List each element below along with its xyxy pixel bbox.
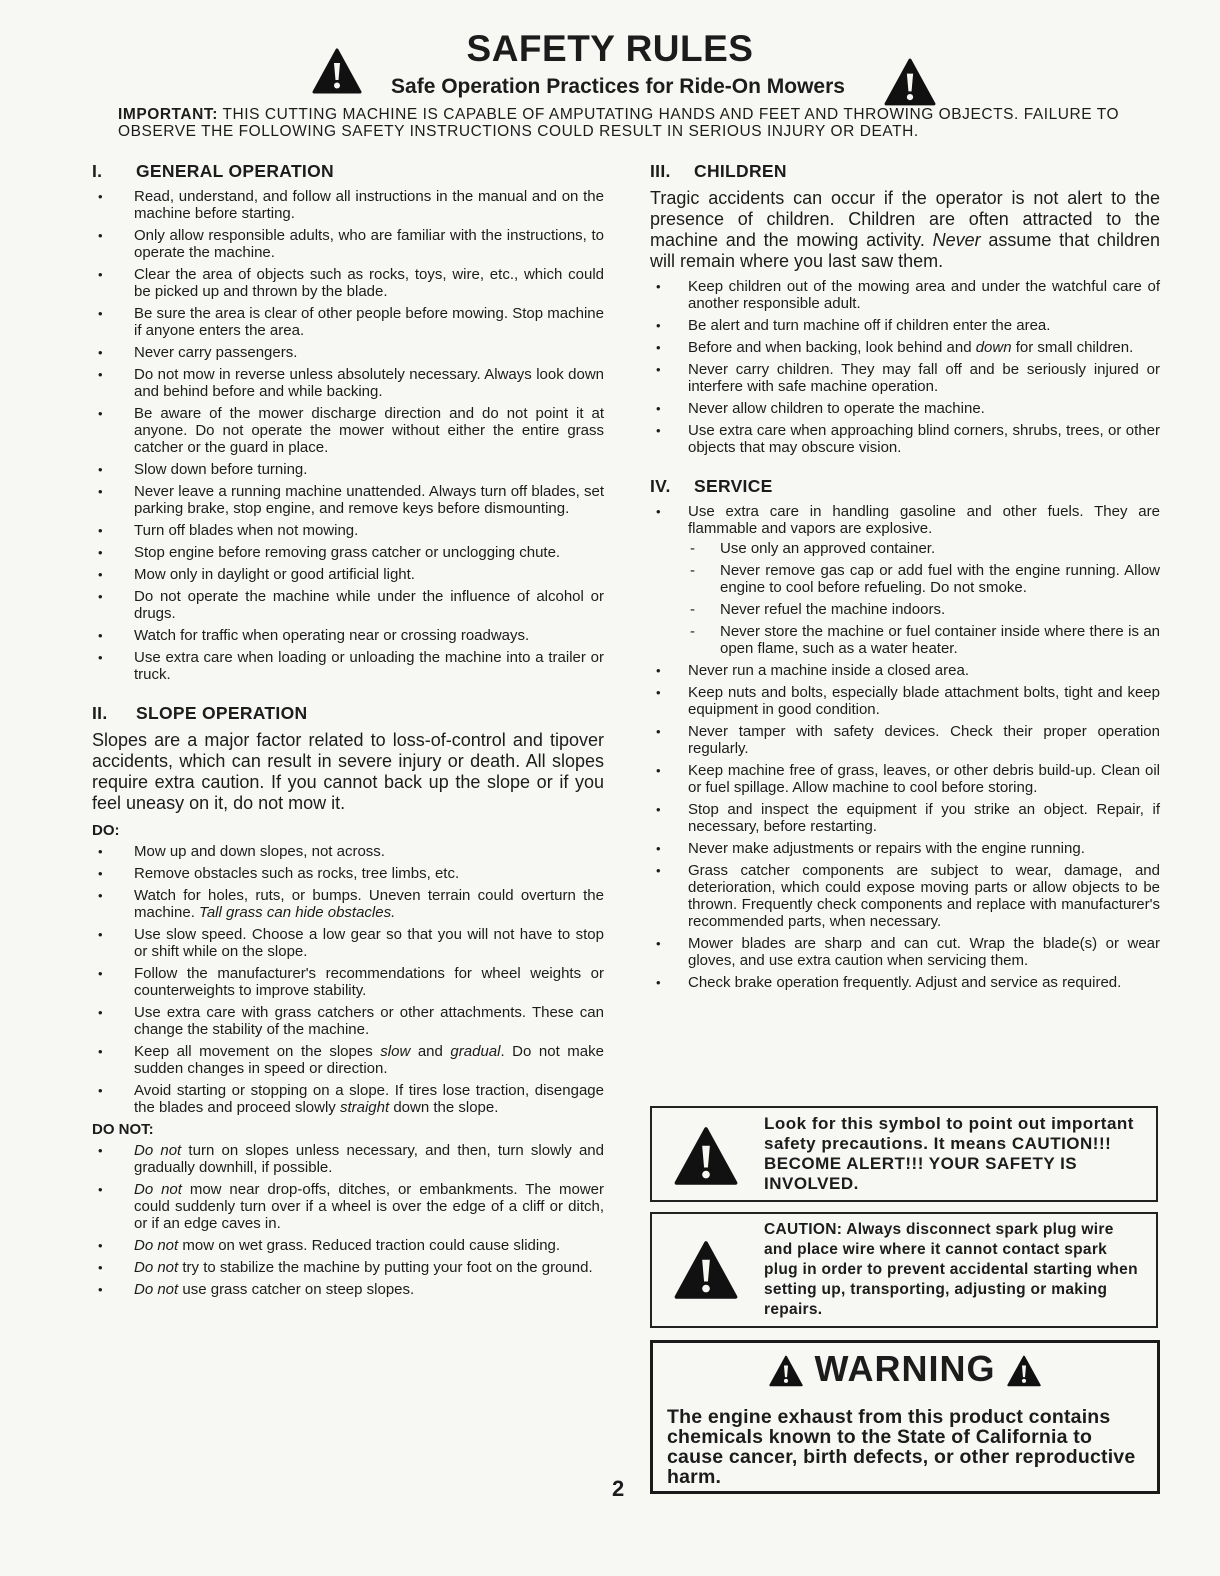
list-item: • Keep all movement on the slopes slow and gradual. Do not make sudden changes in speed or direction. [92,1043,604,1077]
list-item: • Turn off blades when not mowing. [92,522,604,539]
service-rules-list [650,503,1160,991]
list-item: • Never allow children to operate the machine. [650,400,1160,417]
do-not-heading: DO NOT: [92,1121,154,1138]
page-subtitle: Safe Operation Practices for Ride-On Mowers [391,75,845,98]
warning-triangle-icon [884,58,936,106]
left-column [92,160,604,1303]
list-item: • Watch for traffic when operating near or crossing roadways. [92,627,604,644]
page-number: 2 [612,1476,625,1501]
list-item: • Clear the area of objects such as rocks, toys, wire, etc., which could be picked up and thrown by the blade. [92,266,604,300]
warning-triangle-icon [769,1355,803,1387]
list-item: • Never tamper with safety devices. Check their proper operation regularly. [650,723,1160,757]
caution-text: CAUTION: Always disconnect spark plug wire and place wire where it cannot contact spark plug in order to prevent accidental starting when setting up, transporting, adjusting or making repairs. [764,1221,1138,1318]
list-item: • Watch for holes, ruts, or bumps. Uneven terrain could overturn the machine. Tall grass can hide obstacles. [92,887,604,921]
list-item: • Only allow responsible adults, who are familiar with the instructions, to operate the machine. [92,227,604,261]
section-general-heading: I. GENERAL OPERATION [92,161,334,181]
warning-title: WARNING [653,1351,1157,1387]
slope-intro: Slopes are a major factor related to loss-of-control and tipover accidents, which can result in severe injury or death. All slopes require extra caution. If you cannot back up the slope or if you feel uneasy on it, do not mow it. [92,730,604,813]
list-item: - Never refuel the machine indoors. [688,601,1160,618]
list-item: • Keep nuts and bolts, especially blade attachment bolts, tight and keep equipment in good condition. [650,684,1160,718]
list-item: • Be alert and turn machine off if children enter the area. [650,317,1160,334]
list-item: • Keep machine free of grass, leaves, or other debris build-up. Clean oil or fuel spillage. Allow machine to cool before storing. [650,762,1160,796]
list-item: • Use extra care when loading or unloading the machine into a trailer or truck. [92,649,604,683]
section-children-heading: III. CHILDREN [650,161,787,181]
do-list [92,843,604,1116]
list-item: • Mower blades are sharp and can cut. Wrap the blade(s) or wear gloves, and use extra caution when servicing them. [650,935,1160,969]
list-item: • Follow the manufacturer's recommendations for wheel weights or counterweights to improve stability. [92,965,604,999]
children-intro: Tragic accidents can occur if the operator is not alert to the presence of children. Children are often attracted to the machine and the mowing activity. Never assume that children will remain where you last saw them. [650,188,1160,271]
right-column [650,160,1160,996]
fuel-sublist [688,540,1160,657]
list-item: - Never store the machine or fuel container inside where there is an open flame, such as a water heater. [688,623,1160,657]
list-item: • Do not operate the machine while under the influence of alcohol or drugs. [92,588,604,622]
list-item: • Be sure the area is clear of other people before mowing. Stop machine if anyone enters the area. [92,305,604,339]
page-title: SAFETY RULES [466,28,754,69]
list-item: • Do not mow near drop-offs, ditches, or embankments. The mower could suddenly turn over if a wheel is over the edge of a cliff or ditch, or if an edge caves in. [92,1181,604,1232]
list-item: • Use slow speed. Choose a low gear so that you will not have to stop or shift while on the slope. [92,926,604,960]
list-item: • Be aware of the mower discharge direction and do not point it at anyone. Do not operate the mower without either the entire grass catcher or the guard in place. [92,405,604,456]
symbol-notice-text: Look for this symbol to point out important safety precautions. It means CAUTION!!! BECOME ALERT!!! YOUR SAFETY IS INVOLVED. [764,1114,1134,1193]
list-item: • Do not use grass catcher on steep slopes. [92,1281,604,1298]
warning-triangle-icon [674,1126,738,1186]
warning-box [650,1340,1160,1494]
list-item: • Mow up and down slopes, not across. [92,843,604,860]
important-notice: IMPORTANT: THIS CUTTING MACHINE IS CAPABLE OF AMPUTATING HANDS AND FEET AND THROWING OBJECTS. FAILURE TO OBSERVE THE FOLLOWING SAFETY INSTRUCTIONS COULD RESULT IN SERIOUS INJURY OR DEATH. [118,106,1120,140]
list-item: • Keep children out of the mowing area and under the watchful care of another responsible adult. [650,278,1160,312]
warning-triangle-icon [1007,1355,1041,1387]
list-item: • Stop engine before removing grass catcher or unclogging chute. [92,544,604,561]
list-item: • Use extra care in handling gasoline and other fuels. They are flammable and vapors are explosive. - Use only an approved container. - Never remove gas cap or add fuel with the engine running. Allow engine to cool before refueling. Do not smoke. - Never refuel the machine indoors. - Never store the machine or fuel container inside where there is an open flame, such as a water heater. [650,503,1160,657]
list-item: • Never run a machine inside a closed area. [650,662,1160,679]
children-rules-list [650,278,1160,456]
list-item: • Read, understand, and follow all instructions in the manual and on the machine before starting. [92,188,604,222]
list-item: • Remove obstacles such as rocks, tree limbs, etc. [92,865,604,882]
do-heading: DO: [92,822,120,839]
list-item: - Never remove gas cap or add fuel with the engine running. Allow engine to cool before refueling. Do not smoke. [688,562,1160,596]
list-item: • Never carry children. They may fall off and be seriously injured or interfere with safe machine operation. [650,361,1160,395]
section-slope-heading: II. SLOPE OPERATION [92,703,308,723]
list-item: • Never carry passengers. [92,344,604,361]
list-item: • Never make adjustments or repairs with the engine running. [650,840,1160,857]
list-item: • Check brake operation frequently. Adjust and service as required. [650,974,1160,991]
warning-text: The engine exhaust from this product contains chemicals known to the State of California to cause cancer, birth defects, or other reproductive harm. [667,1406,1136,1488]
caution-box [650,1212,1158,1328]
list-item: • Do not mow in reverse unless absolutely necessary. Always look down and behind before and while backing. [92,366,604,400]
list-item: • Before and when backing, look behind and down for small children. [650,339,1160,356]
list-item: • Use extra care when approaching blind corners, shrubs, trees, or other objects that may obscure vision. [650,422,1160,456]
symbol-notice-box [650,1106,1158,1202]
warning-triangle-icon [674,1240,738,1300]
list-item: • Avoid starting or stopping on a slope. If tires lose traction, disengage the blades and proceed slowly straight down the slope. [92,1082,604,1116]
general-rules-list [92,188,604,683]
list-item: • Slow down before turning. [92,461,604,478]
list-item: • Mow only in daylight or good artificial light. [92,566,604,583]
list-item: • Grass catcher components are subject to wear, damage, and deterioration, which could expose moving parts or allow objects to be thrown. Frequently check components and replace with manufacturer's recommended parts, when necessary. [650,862,1160,930]
list-item: • Use extra care with grass catchers or other attachments. These can change the stability of the machine. [92,1004,604,1038]
list-item: • Stop and inspect the equipment if you strike an object. Repair, if necessary, before restarting. [650,801,1160,835]
list-item: • Do not mow on wet grass. Reduced traction could cause sliding. [92,1237,604,1254]
list-item: • Do not try to stabilize the machine by putting your foot on the ground. [92,1259,604,1276]
section-service-heading: IV. SERVICE [650,476,773,496]
list-item: • Never leave a running machine unattended. Always turn off blades, set parking brake, stop engine, and remove keys before dismounting. [92,483,604,517]
do-not-list [92,1142,604,1298]
list-item: • Do not turn on slopes unless necessary, and then, turn slowly and gradually downhill, if possible. [92,1142,604,1176]
list-item: - Use only an approved container. [688,540,1160,557]
